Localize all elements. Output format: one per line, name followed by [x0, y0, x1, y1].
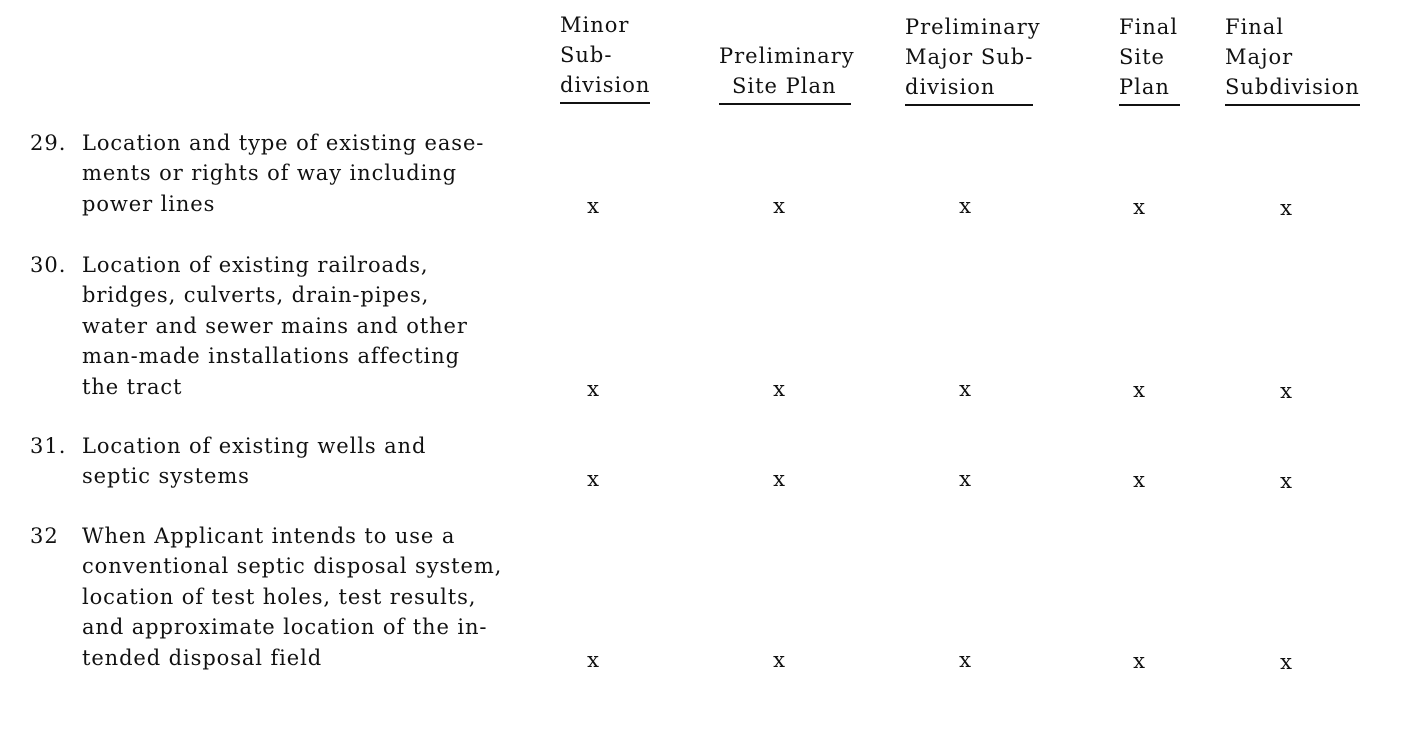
column-header-preliminary-major-subdivision	[905, 12, 1041, 106]
header-line: Plan	[1119, 72, 1180, 106]
item-number: 30.	[30, 253, 67, 277]
item-line: tended disposal field	[82, 645, 323, 670]
header-line: Major Sub-	[905, 45, 1034, 69]
header-line: Subdivision	[1225, 72, 1360, 106]
header-line: Sub-	[560, 43, 613, 67]
item-description	[82, 128, 484, 219]
header-line: Minor	[560, 13, 630, 37]
check-mark: x	[587, 648, 599, 672]
header-line: division	[560, 70, 650, 104]
header-line: Preliminary	[905, 15, 1041, 39]
check-mark: x	[1133, 468, 1145, 492]
item-description	[82, 521, 502, 673]
item-line: Location and type of existing ease-	[82, 131, 485, 155]
check-mark: x	[773, 648, 785, 672]
column-header-final-major-subdivision	[1225, 12, 1360, 106]
check-mark: x	[587, 194, 599, 218]
header-line: Site	[1119, 45, 1165, 69]
column-header-final-site-plan	[1119, 12, 1180, 106]
check-mark: x	[773, 194, 785, 218]
check-mark: x	[587, 467, 599, 491]
item-number: 31.	[30, 434, 67, 458]
item-line: ments or rights of way including	[82, 161, 458, 186]
check-mark: x	[1133, 378, 1145, 402]
item-line: power lines	[82, 191, 216, 216]
check-mark: x	[1133, 195, 1145, 219]
header-line: Preliminary	[719, 44, 855, 68]
check-mark: x	[587, 377, 599, 401]
item-line: conventional septic disposal system,	[82, 554, 503, 579]
item-line: the tract	[82, 374, 183, 399]
check-mark: x	[1280, 379, 1292, 403]
check-mark: x	[1280, 196, 1292, 220]
header-line: Site Plan	[719, 71, 851, 105]
header-line: Final	[1225, 15, 1285, 39]
check-mark: x	[959, 648, 971, 672]
check-mark: x	[773, 467, 785, 491]
item-line: septic systems	[82, 464, 250, 489]
item-line: location of test holes, test results,	[82, 584, 477, 609]
check-mark: x	[959, 467, 971, 491]
item-line: Location of existing railroads,	[82, 253, 429, 277]
item-description	[82, 431, 426, 492]
item-line: Location of existing wells and	[82, 434, 427, 458]
item-line: and approximate location of the in-	[82, 615, 488, 640]
check-mark: x	[959, 194, 971, 218]
header-line: Final	[1119, 15, 1179, 39]
item-number: 29.	[30, 131, 67, 155]
check-mark: x	[1280, 469, 1292, 493]
item-description	[82, 250, 468, 402]
item-line: When Applicant intends to use a	[82, 524, 456, 548]
check-mark: x	[959, 377, 971, 401]
header-line: division	[905, 72, 1033, 106]
column-header-minor-subdivision	[560, 10, 650, 104]
item-line: water and sewer mains and other	[82, 313, 468, 338]
check-mark: x	[1280, 650, 1292, 674]
check-mark: x	[1133, 649, 1145, 673]
item-number: 32	[30, 524, 59, 548]
check-mark: x	[773, 377, 785, 401]
item-line: bridges, culverts, drain-pipes,	[82, 283, 430, 308]
column-header-preliminary-site-plan	[719, 41, 855, 105]
header-line: Major	[1225, 45, 1294, 69]
item-line: man-made installations affecting	[82, 344, 460, 369]
